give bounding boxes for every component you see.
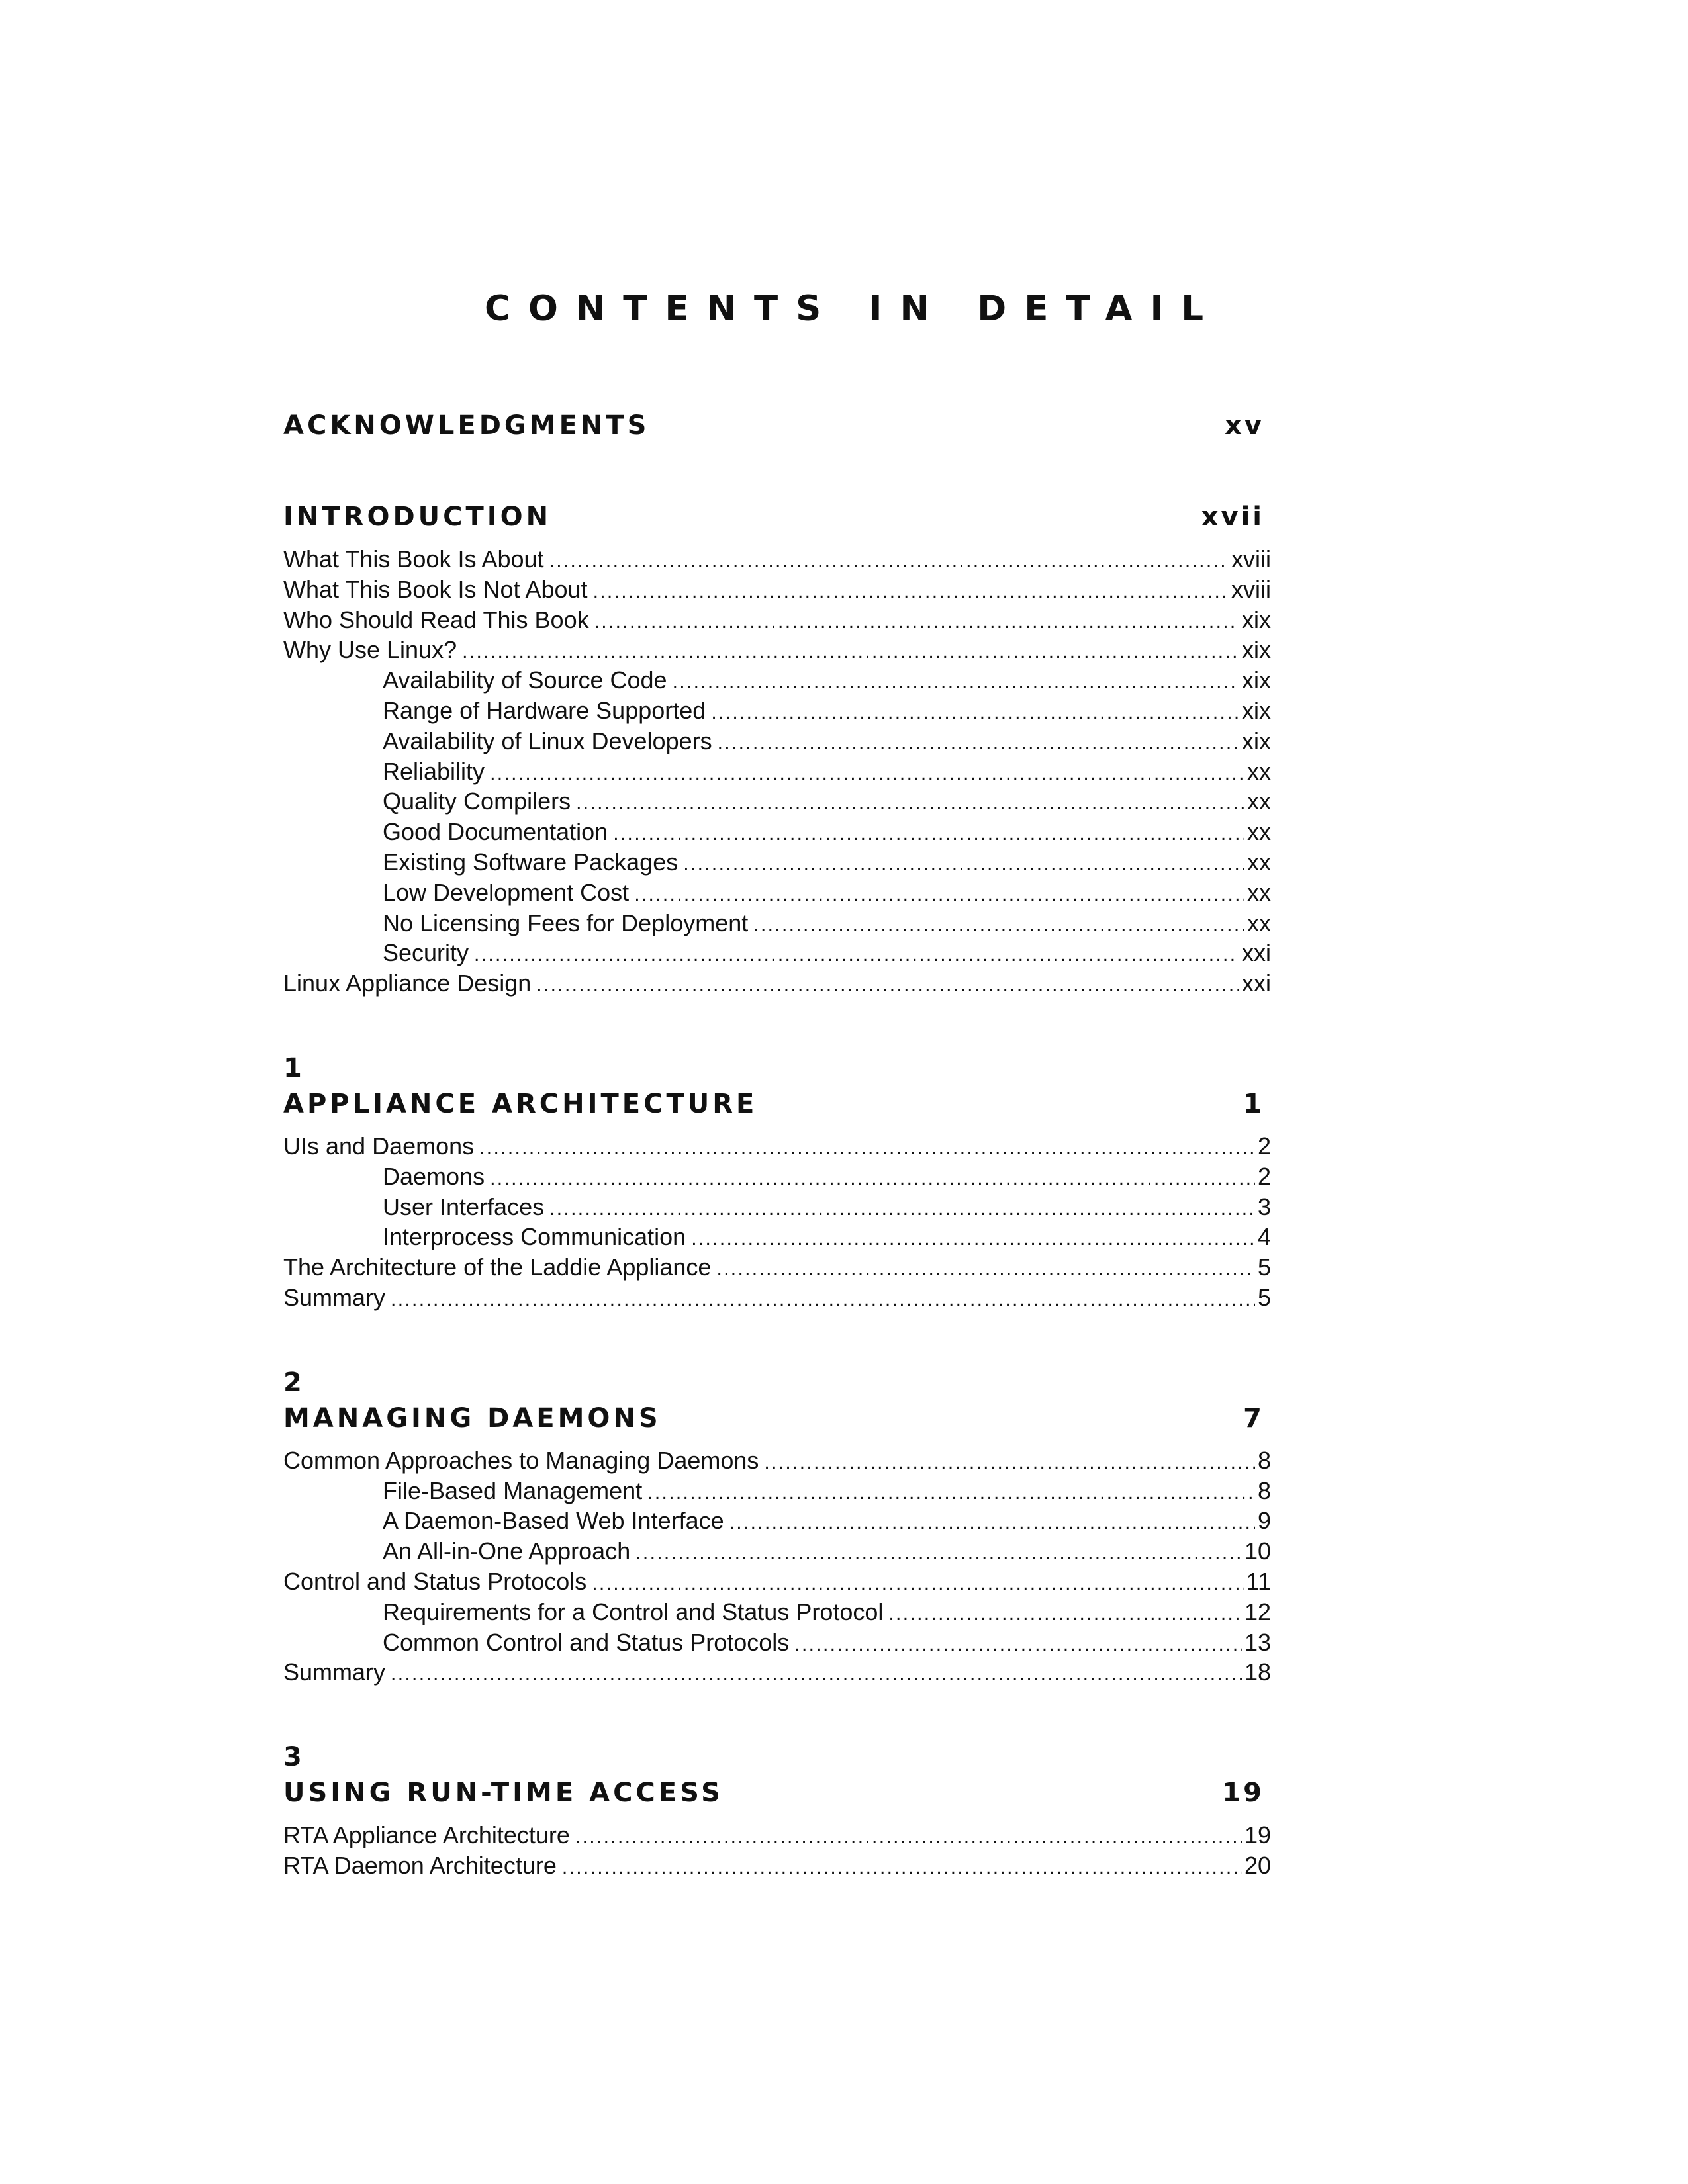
toc-subentry[interactable] bbox=[283, 878, 1271, 908]
toc-entry-label: User Interfaces bbox=[383, 1193, 545, 1220]
toc-entry-page: xx bbox=[1247, 909, 1271, 936]
toc-subentry[interactable] bbox=[283, 786, 1271, 817]
toc-entry-label: File-Based Management bbox=[383, 1477, 643, 1504]
toc-entry-page: xviii bbox=[1231, 545, 1271, 572]
toc-entry-page: xix bbox=[1242, 666, 1271, 694]
toc-subentry[interactable] bbox=[283, 696, 1271, 726]
toc-subentry[interactable] bbox=[283, 756, 1271, 787]
toc-entry-page: 18 bbox=[1244, 1659, 1271, 1686]
dot-leader bbox=[462, 635, 1239, 667]
dot-leader bbox=[576, 786, 1244, 819]
section-heading[interactable] bbox=[283, 406, 1271, 445]
section-heading[interactable] bbox=[283, 1399, 1271, 1437]
toc-entry-page: 5 bbox=[1257, 1283, 1271, 1311]
section-title: MANAGING DAEMONS bbox=[283, 1402, 661, 1433]
toc-entry-page: 10 bbox=[1244, 1537, 1271, 1565]
dot-leader bbox=[490, 756, 1244, 789]
toc-entry-label: Who Should Read This Book bbox=[283, 606, 589, 633]
dot-leader bbox=[536, 968, 1239, 1001]
toc-entry-page: xix bbox=[1242, 696, 1271, 724]
toc-entry-page: xix bbox=[1242, 636, 1271, 664]
dot-leader bbox=[479, 1131, 1255, 1163]
toc-entry[interactable] bbox=[283, 1850, 1271, 1881]
dot-leader bbox=[575, 1820, 1242, 1852]
toc-entry-label: Range of Hardware Supported bbox=[383, 696, 706, 724]
toc-entry-label: What This Book Is About bbox=[283, 545, 544, 572]
toc-entry-label: Availability of Source Code bbox=[383, 666, 667, 694]
toc-subentry[interactable] bbox=[283, 1192, 1271, 1222]
toc-entry-label: Common Control and Status Protocols bbox=[383, 1628, 790, 1656]
dot-leader bbox=[794, 1627, 1242, 1660]
section-title: ACKNOWLEDGMENTS bbox=[283, 410, 650, 441]
toc-entry[interactable] bbox=[283, 544, 1271, 574]
toc-entry[interactable] bbox=[283, 574, 1271, 605]
section-heading[interactable] bbox=[283, 498, 1271, 536]
dot-leader bbox=[391, 1657, 1242, 1690]
dot-leader bbox=[716, 1252, 1255, 1285]
toc-entry-page: 2 bbox=[1257, 1162, 1271, 1190]
dot-leader bbox=[490, 1161, 1255, 1194]
toc-entry-page: 8 bbox=[1257, 1477, 1271, 1504]
section-acknowledgments bbox=[283, 406, 1271, 445]
toc-entry[interactable] bbox=[283, 1445, 1271, 1476]
toc-entry-page: xxi bbox=[1242, 939, 1271, 967]
toc-entry-label: An All-in-One Approach bbox=[383, 1537, 631, 1565]
dot-leader bbox=[549, 544, 1229, 576]
dot-leader bbox=[647, 1476, 1255, 1508]
toc-entry[interactable] bbox=[283, 605, 1271, 635]
toc-entry-page: xx bbox=[1247, 848, 1271, 876]
chapter-number: 3 bbox=[283, 1742, 302, 1773]
toc-entry-label: Linux Appliance Design bbox=[283, 970, 532, 997]
toc-entry-label: Why Use Linux? bbox=[283, 636, 457, 664]
toc-subentry[interactable] bbox=[283, 1222, 1271, 1252]
dot-leader bbox=[634, 878, 1244, 910]
toc-subentry[interactable] bbox=[283, 1627, 1271, 1658]
dot-leader bbox=[888, 1597, 1242, 1629]
page-title: CONTENTS IN DETAIL bbox=[484, 289, 1222, 329]
section-title: INTRODUCTION bbox=[283, 502, 552, 532]
toc-entry-page: 11 bbox=[1246, 1567, 1271, 1595]
section-page: xv bbox=[1225, 410, 1264, 441]
toc-entry-page: 20 bbox=[1244, 1851, 1271, 1879]
toc-entry-page: xx bbox=[1247, 878, 1271, 906]
section-page: 7 bbox=[1243, 1402, 1264, 1433]
toc-entry-label: Good Documentation bbox=[383, 818, 608, 846]
toc-entry[interactable] bbox=[283, 968, 1271, 999]
toc-subentry[interactable] bbox=[283, 847, 1271, 878]
toc-entry-label: Interprocess Communication bbox=[383, 1223, 686, 1251]
dot-leader bbox=[729, 1506, 1255, 1538]
toc-subentry[interactable] bbox=[283, 908, 1271, 938]
dot-leader bbox=[683, 847, 1244, 880]
toc-subentry[interactable] bbox=[283, 1597, 1271, 1627]
toc-entry[interactable] bbox=[283, 1657, 1271, 1688]
toc-subentry[interactable] bbox=[283, 1161, 1271, 1192]
toc-entry-label: A Daemon-Based Web Interface bbox=[383, 1507, 724, 1535]
toc-entry-page: 5 bbox=[1257, 1253, 1271, 1281]
toc-entry-page: xx bbox=[1247, 818, 1271, 846]
toc-entry-page: 13 bbox=[1244, 1628, 1271, 1656]
dot-leader bbox=[764, 1445, 1255, 1478]
toc-subentry[interactable] bbox=[283, 1476, 1271, 1506]
toc-entry-page: xx bbox=[1247, 757, 1271, 785]
toc-entry[interactable] bbox=[283, 1252, 1271, 1283]
toc-entry-label: The Architecture of the Laddie Appliance bbox=[283, 1253, 712, 1281]
section-page: xvii bbox=[1201, 502, 1264, 532]
toc-entry-label: Summary bbox=[283, 1659, 386, 1686]
toc-entry[interactable] bbox=[283, 635, 1271, 665]
toc-subentry[interactable] bbox=[283, 938, 1271, 968]
toc-entry-label: Existing Software Packages bbox=[383, 848, 679, 876]
toc-entry-page: 2 bbox=[1257, 1132, 1271, 1160]
toc-entry-label: Common Approaches to Managing Daemons bbox=[283, 1446, 759, 1474]
dot-leader bbox=[562, 1850, 1242, 1883]
dot-leader bbox=[592, 1567, 1243, 1599]
section-chapter-1 bbox=[283, 1052, 1271, 1313]
dot-leader bbox=[549, 1192, 1255, 1224]
toc-entry-label: Low Development Cost bbox=[383, 878, 630, 906]
toc-entry-page: 19 bbox=[1244, 1821, 1271, 1849]
toc-subentry[interactable] bbox=[283, 1506, 1271, 1536]
chapter-number: 2 bbox=[283, 1367, 302, 1398]
section-introduction bbox=[283, 498, 1271, 999]
section-chapter-2 bbox=[283, 1366, 1271, 1688]
section-title: APPLIANCE ARCHITECTURE bbox=[283, 1088, 758, 1119]
dot-leader bbox=[753, 908, 1244, 940]
toc-entry-label: Requirements for a Control and Status Protocol bbox=[383, 1598, 884, 1625]
dot-leader bbox=[711, 696, 1239, 728]
toc-entry[interactable] bbox=[283, 1567, 1271, 1597]
toc-entry-page: 3 bbox=[1257, 1193, 1271, 1220]
section-page: 1 bbox=[1243, 1088, 1264, 1119]
section-heading[interactable] bbox=[283, 1085, 1271, 1123]
dot-leader bbox=[718, 726, 1239, 758]
toc-entry-page: xxi bbox=[1242, 970, 1271, 997]
toc-subentry[interactable] bbox=[283, 665, 1271, 696]
dot-leader bbox=[691, 1222, 1255, 1254]
toc-subentry[interactable] bbox=[283, 726, 1271, 756]
toc-entry-page: 9 bbox=[1257, 1507, 1271, 1535]
section-page: 19 bbox=[1222, 1778, 1264, 1809]
toc-entry-label: Availability of Linux Developers bbox=[383, 727, 712, 754]
toc-entry-label: Reliability bbox=[383, 757, 485, 785]
toc-entry-label: No Licensing Fees for Deployment bbox=[383, 909, 749, 936]
dot-leader bbox=[635, 1536, 1242, 1569]
toc-entry-label: Security bbox=[383, 939, 469, 967]
toc-entry-label: Quality Compilers bbox=[383, 788, 571, 815]
section-chapter-3 bbox=[283, 1741, 1271, 1881]
toc-entry-page: 12 bbox=[1244, 1598, 1271, 1625]
toc-entry[interactable] bbox=[283, 1283, 1271, 1313]
dot-leader bbox=[673, 665, 1239, 698]
toc-entry-label: RTA Daemon Architecture bbox=[283, 1851, 557, 1879]
toc-entry-label: Daemons bbox=[383, 1162, 485, 1190]
section-title: USING RUN-TIME ACCESS bbox=[283, 1778, 724, 1809]
toc-entry-label: RTA Appliance Architecture bbox=[283, 1821, 570, 1849]
chapter-number: 1 bbox=[283, 1052, 302, 1083]
section-heading[interactable] bbox=[283, 1774, 1271, 1812]
table-of-contents bbox=[283, 406, 1271, 1881]
toc-entry-page: 8 bbox=[1257, 1446, 1271, 1474]
toc-entry-label: UIs and Daemons bbox=[283, 1132, 475, 1160]
dot-leader bbox=[594, 605, 1239, 637]
toc-entry-page: xviii bbox=[1231, 575, 1271, 603]
dot-leader bbox=[474, 938, 1239, 970]
toc-subentry[interactable] bbox=[283, 1536, 1271, 1567]
dot-leader bbox=[613, 817, 1244, 849]
toc-subentry[interactable] bbox=[283, 817, 1271, 847]
dot-leader bbox=[391, 1283, 1255, 1315]
toc-entry-page: xx bbox=[1247, 788, 1271, 815]
toc-entry-label: Control and Status Protocols bbox=[283, 1567, 587, 1595]
toc-entry-label: Summary bbox=[283, 1283, 386, 1311]
toc-entry[interactable] bbox=[283, 1131, 1271, 1161]
toc-entry-page: xix bbox=[1242, 606, 1271, 633]
toc-entry-page: xix bbox=[1242, 727, 1271, 754]
dot-leader bbox=[593, 574, 1229, 607]
toc-entry-label: What This Book Is Not About bbox=[283, 575, 588, 603]
toc-entry-page: 4 bbox=[1257, 1223, 1271, 1251]
toc-entry[interactable] bbox=[283, 1820, 1271, 1850]
